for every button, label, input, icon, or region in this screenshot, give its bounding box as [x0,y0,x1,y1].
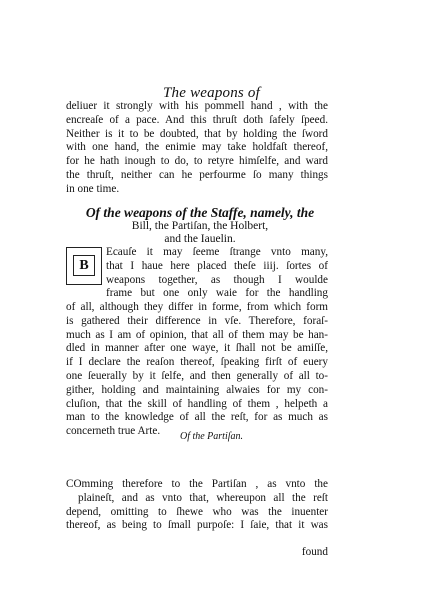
paragraph-2 [66,301,328,439]
text-line: cluſion, that the skill of handling of them , helpeth a [66,397,328,410]
drop-cap-letter: B [73,255,95,276]
catchword: found [301,546,328,558]
text-line: thereof, as being to ſmall purpoſe: I ſaie, that it was [66,519,328,532]
text-line: deliuer it strongly with his pommell hand , with the [66,100,328,112]
text-line: the thruſt, neither can he perfourme ſo many things [66,168,328,181]
paragraph-3 [66,478,328,533]
text-line: much as I am of opinion, that all of them may be han- [66,328,328,341]
text-line: depend, omitting to ſhewe who was the inuenter [66,505,328,518]
text-line: dled in manner after one waye, it ſhall not be amiſſe, [66,342,328,355]
text-line: gither, holding and maintaining alwaies for my con- [66,383,328,396]
section-heading-line-1: Of the weapons of the Staffe, namely, the [85,205,315,220]
text-line: man to the knowledge of all the reſt, for as much as [66,411,328,424]
subheading: Of the Partiſan. [179,431,244,442]
text-line: if I declare the reaſon thereof, ſpeaking firſt of euery [66,356,328,369]
text-line: that I haue here placed theſe iiij. ſortes of [106,259,328,272]
text-line: is gathered their difference in vſe. Therefore, foraſ- [66,314,328,327]
text-line: Ecauſe it may ſeeme ſtrange vnto many, [106,246,328,258]
text-line: in one time. [66,182,120,195]
text-line: for he hath inough to do, to retyre himſelfe, and ward [66,155,328,168]
text-line: plaineſt, and as vnto that, whereupon all the reſt [78,491,328,504]
text-line: of all, although they differ in forme, from which form [66,301,328,313]
text-line: Neither is it to be doubted, that by holding the ſword [66,127,328,140]
paragraph-2-indented [66,246,328,301]
text-line: concerneth true Arte. [66,425,161,438]
section-heading [60,205,340,246]
paragraph-1 [66,100,328,197]
section-heading-line-3: and the Iauelin. [164,233,236,245]
text-line: with one hand, the enimie may take holdfaſt thereof, [66,141,328,154]
section-heading-line-2: Bill, the Partiſan, the Holbert, [131,220,269,232]
running-head: The weapons of [163,85,260,101]
text-line: encreaſe of a pace. And this thruſt doth ſafely ſpeed. [66,113,328,126]
text-line: weapons together, as though I woulde [106,273,328,286]
text-line: one ſeuerally by it ſelfe, and then generally of all to- [66,369,328,382]
text-line: COmming therefore to the Partiſan , as vnto the [66,478,328,490]
text-line: frame but one only waie for the handling [106,287,328,300]
